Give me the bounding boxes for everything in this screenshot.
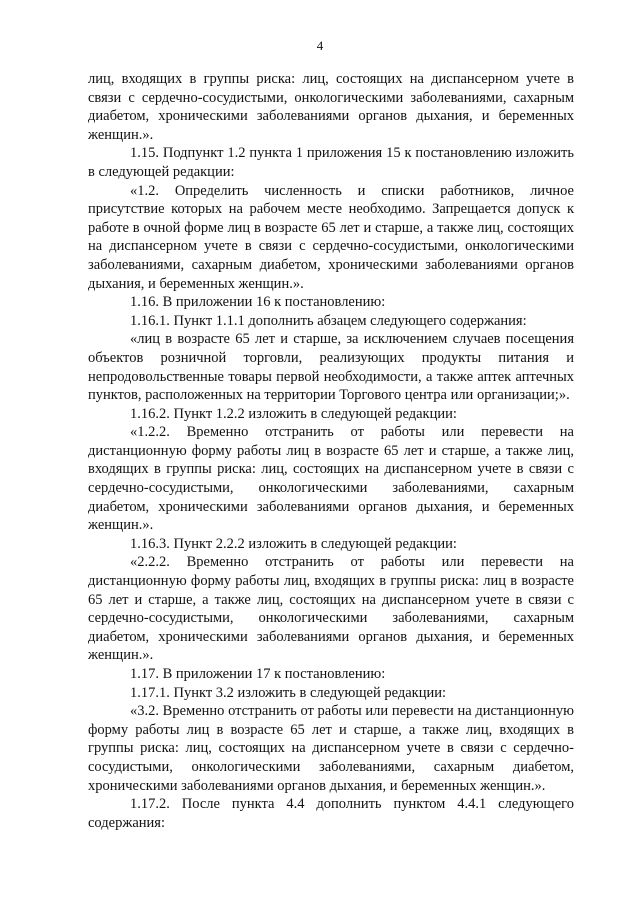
page-number: 4 xyxy=(316,38,324,53)
paragraph-1-16-3: 1.16.3. Пункт 2.2.2 изложить в следующей редакции: xyxy=(130,535,457,552)
paragraph-1-17-1: 1.17.1. Пункт 3.2 изложить в следующей редакции: xyxy=(130,684,447,701)
paragraph-2-2-2-quote: «2.2.2. Временно отстранить от работы или перевести на дистанционную форму работы лиц, входящих в группы риска: лиц в возрасте 65 лет и старше, а также лиц, состоящих на диспансерном учете в связи с сердечно-сосудистыми, онкологическими заболеваниями, сахарным диабетом, хроническими заболеваниями органов дыхания, и беременных женщин.». xyxy=(88,554,574,664)
paragraph-1-16-1: 1.16.1. Пункт 1.1.1 дополнить абзацем следующего содержания: xyxy=(130,312,527,329)
paragraph-1-2-2-quote: «1.2.2. Временно отстранить от работы или перевести на дистанционную форму работы лиц в возрасте 65 лет и старше, а также лиц, входящих в группы риска: лиц, состоящих на диспансерном учете в связи с сердечно-сосудистыми, онкологическими заболеваниями, сахарным диабетом, хроническими заболеваниями органов дыхания, и беременных женщин.». xyxy=(88,424,574,534)
paragraph-1-17-2: 1.17.2. После пункта 4.4 дополнить пунктом 4.4.1 следующего содержания: xyxy=(88,796,574,831)
paragraph-1-15: 1.15. Подпункт 1.2 пункта 1 приложения 15 к постановлению изложить в следующей редакции: xyxy=(88,145,574,180)
paragraph-1-2-quote: «1.2. Определить численность и списки работников, личное присутствие которых на рабочем месте необходимо. Запрещается допуск к работе в очной форме лиц в возрасте 65 лет и старше, а также лиц, состоящих на диспансерном учете в связи с сердечно-сосудистыми, онкологическими заболеваниями, сахарным диабетом, хроническими заболеваниями органов дыхания, и беременных женщин.». xyxy=(88,182,574,292)
paragraph-1-16: 1.16. В приложении 16 к постановлению: xyxy=(130,294,386,311)
document-body xyxy=(88,70,574,832)
paragraph-1-16-2: 1.16.2. Пункт 1.2.2 изложить в следующей редакции: xyxy=(130,405,457,422)
paragraph-1-16-1-quote: «лиц в возрасте 65 лет и старше, за исключением случаев посещения объектов розничной торговли, реализующих продукты питания и непродовольственные товары первой необходимости, а также аптек аптечных пунктов, расположенных на территории Торгового центра или организации;». xyxy=(88,331,574,404)
paragraph-1-17: 1.17. В приложении 17 к постановлению: xyxy=(130,666,386,682)
paragraph-continuation: лиц, входящих в группы риска: лиц, состоящих на диспансерном учете в связи с сердечно-сосудистыми, онкологическими заболеваниями, сахарным диабетом, хроническими заболеваниями органов дыхания, и беременных женщин.». xyxy=(88,71,574,143)
paragraph-3-2-quote: «3.2. Временно отстранить от работы или перевести на дистанционную форму работы лиц в возрасте 65 лет и старше, а также лиц, входящих в группы риска: лиц, состоящих на диспансерном учете в связи с сердечно-сосудистыми, онкологическими заболеваниями, сахарным диабетом, хроническими заболеваниями органов дыхания, и беременных женщин.». xyxy=(88,703,574,794)
